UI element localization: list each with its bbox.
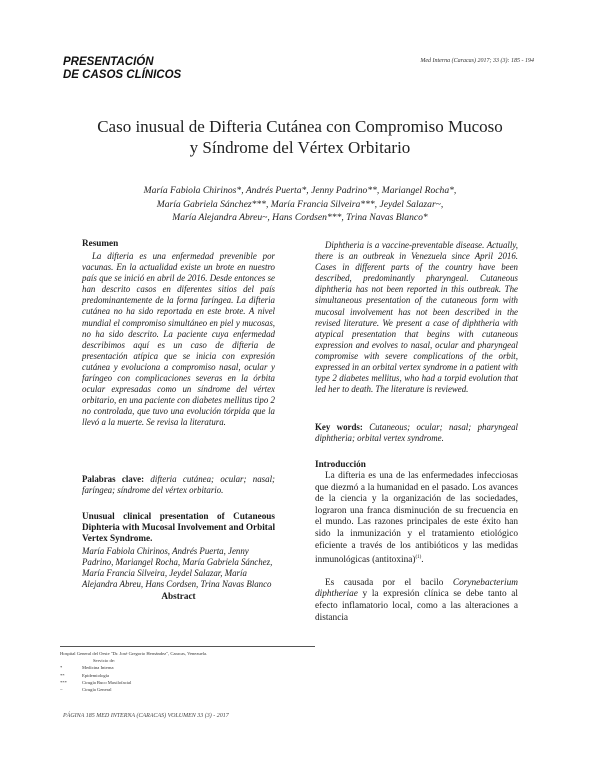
- section-label-line2: DE CASOS CLÍNICOS: [63, 69, 182, 81]
- english-title: Unusual clinical presentation of Cutaneous Diphteria with Mucosal Involvement and Orbital Vertex Syndrome.: [82, 511, 275, 543]
- affiliation-item: ~ Cirugía General: [60, 687, 112, 693]
- section-label-line1: PRESENTACIÓN: [63, 56, 154, 68]
- section-label: [63, 56, 181, 82]
- article-title-line1: Caso inusual de Difteria Cutánea con Compromiso Mucoso: [97, 117, 503, 136]
- introduction-section: [315, 459, 518, 624]
- resumen-text: La difteria es una enfermedad prevenible por vacunas. En la actualidad existe un brote en nuestro país que se inició en abril de 2016. Desde entonces se han descrito casos en diferentes sitios del país predominantemente de la forma faríngea. La difteria cutánea no ha sido reportada en este brote. A nivel mundial el compromiso simultáneo en piel y mucosas, no ha sido descrito. La paciente cuya enfermedad describimos aquí es un caso de difteria de presentación atípica que se inicia con expresión cutánea y evoluciona a compromiso nasal, ocular y faríngeo con complicaciones severas en la órbita ocular expresadas como un síndrome del vértex orbitario, en una paciente con diabetes mellitus tipo 2 no controlada, que tuvo una evolución tórpida que la llevó a la muerte. Se revisa la literatura.: [82, 251, 275, 428]
- keywords-es-label: Palabras clave:: [82, 474, 145, 484]
- keywords-en-label: Key words:: [315, 422, 363, 432]
- affiliation-item: ** Epidemiología: [60, 672, 110, 678]
- keywords-es: [82, 474, 275, 496]
- keywords-en-text: Cutaneous; ocular; nasal; pharyngeal diphtheria; orbital vertex syndrome.: [315, 422, 518, 444]
- article-title-line2: y Síndrome del Vértex Orbitario: [189, 138, 411, 157]
- abstract-section: [315, 240, 518, 395]
- introduction-paragraph-1: La difteria es una de las enfermedades infecciosas que diezmó a la humanidad en el pasado. Los avances de la ciencia y la organización de las sociedades, lograron una franca disminución de su frecuencia en el mundo. Las razones principales de este éxito han sido la inmunización y el tratamiento etiológico eficiente a través de los antibióticos y las medidas inmunológicas (antitoxina)$^{(1)}$.: [315, 471, 518, 566]
- resumen-section: [82, 238, 275, 429]
- authors-line2: María Gabriela Sánchez***, María Francia Silveira***, Jeydel Salazar~,: [156, 198, 444, 210]
- affiliation-services-label: Servicio de:: [93, 658, 116, 664]
- keywords-en: [315, 422, 518, 444]
- citation-ref: (1): [415, 555, 422, 561]
- organism-name: Corynebacterium diphtheriae: [315, 577, 518, 600]
- journal-reference: Med Interna (Caracas) 2017; 33 (3): 185 - 194: [420, 58, 534, 64]
- english-title-block: [82, 511, 275, 602]
- abstract-text: Diphtheria is a vaccine-preventable disease. Actually, there is an outbreak in Venezuela since April 2016. Cases in different parts of the country have been described, predominantly pharyngeal. Cutaneous diphtheria has not been reported in this outbreak. The simultaneous presentation of the cutaneous form with mucosal involvement has not been described in the revised literature. We present a case of diphtheria with atypical presentation that begins with cutaneous expression and evolves to nasal, ocular and pharyngeal compromise with severe complications of the orbit, expressed in an orbital vertex syndrome in a patient with type 2 diabetes mellitus, who had a torpid evolution that led her to death. The literature is reviewed.: [315, 240, 518, 395]
- abstract-heading: Abstract: [161, 591, 196, 602]
- affiliation-hospital: Hospital General del Oeste "Dr. José Gregorio Hernández", Caracas, Venezuela.: [60, 651, 208, 656]
- affiliation-item: * Medicina Interna: [60, 665, 114, 671]
- english-authors: María Fabiola Chirinos, Andrés Puerta, Jenny Padrino, Mariangel Rocha, María Gabriela Sánchez, María Francia Silveira, Jeydel Salazar, María Alejandra Abreu, Hans Cordsen, Trina Navas Blanco: [82, 546, 273, 590]
- authors-line1: María Fabiola Chirinos*, Andrés Puerta*, Jenny Padrino**, Mariangel Rocha*,: [143, 185, 457, 196]
- footnote-divider: [60, 646, 315, 647]
- article-title: [60, 116, 540, 158]
- page-footer: PÁGINA 185 MED INTERNA (CARACAS) VOLUMEN 33 (3) - 2017: [63, 713, 229, 719]
- affiliation-item: *** Cirugía Buco Maxilofacial: [60, 679, 132, 685]
- introduction-paragraph-2: Es causada por el bacilo Corynebacterium diphtheriae y la expresión clínica se debe tanto al efecto inflamatorio local, como a las alteraciones a distancia: [315, 577, 518, 623]
- introduction-heading: Introducción: [315, 459, 366, 469]
- authors-line3: María Alejandra Abreu~, Hans Cordsen***, Trina Navas Blanco*: [172, 212, 428, 224]
- resumen-heading: Resumen: [82, 238, 119, 248]
- affiliations: [60, 650, 207, 693]
- keywords-es-text: difteria cutánea; ocular; nasal; faríngea; síndrome del vértex orbitario.: [82, 474, 275, 496]
- author-list: [80, 184, 520, 225]
